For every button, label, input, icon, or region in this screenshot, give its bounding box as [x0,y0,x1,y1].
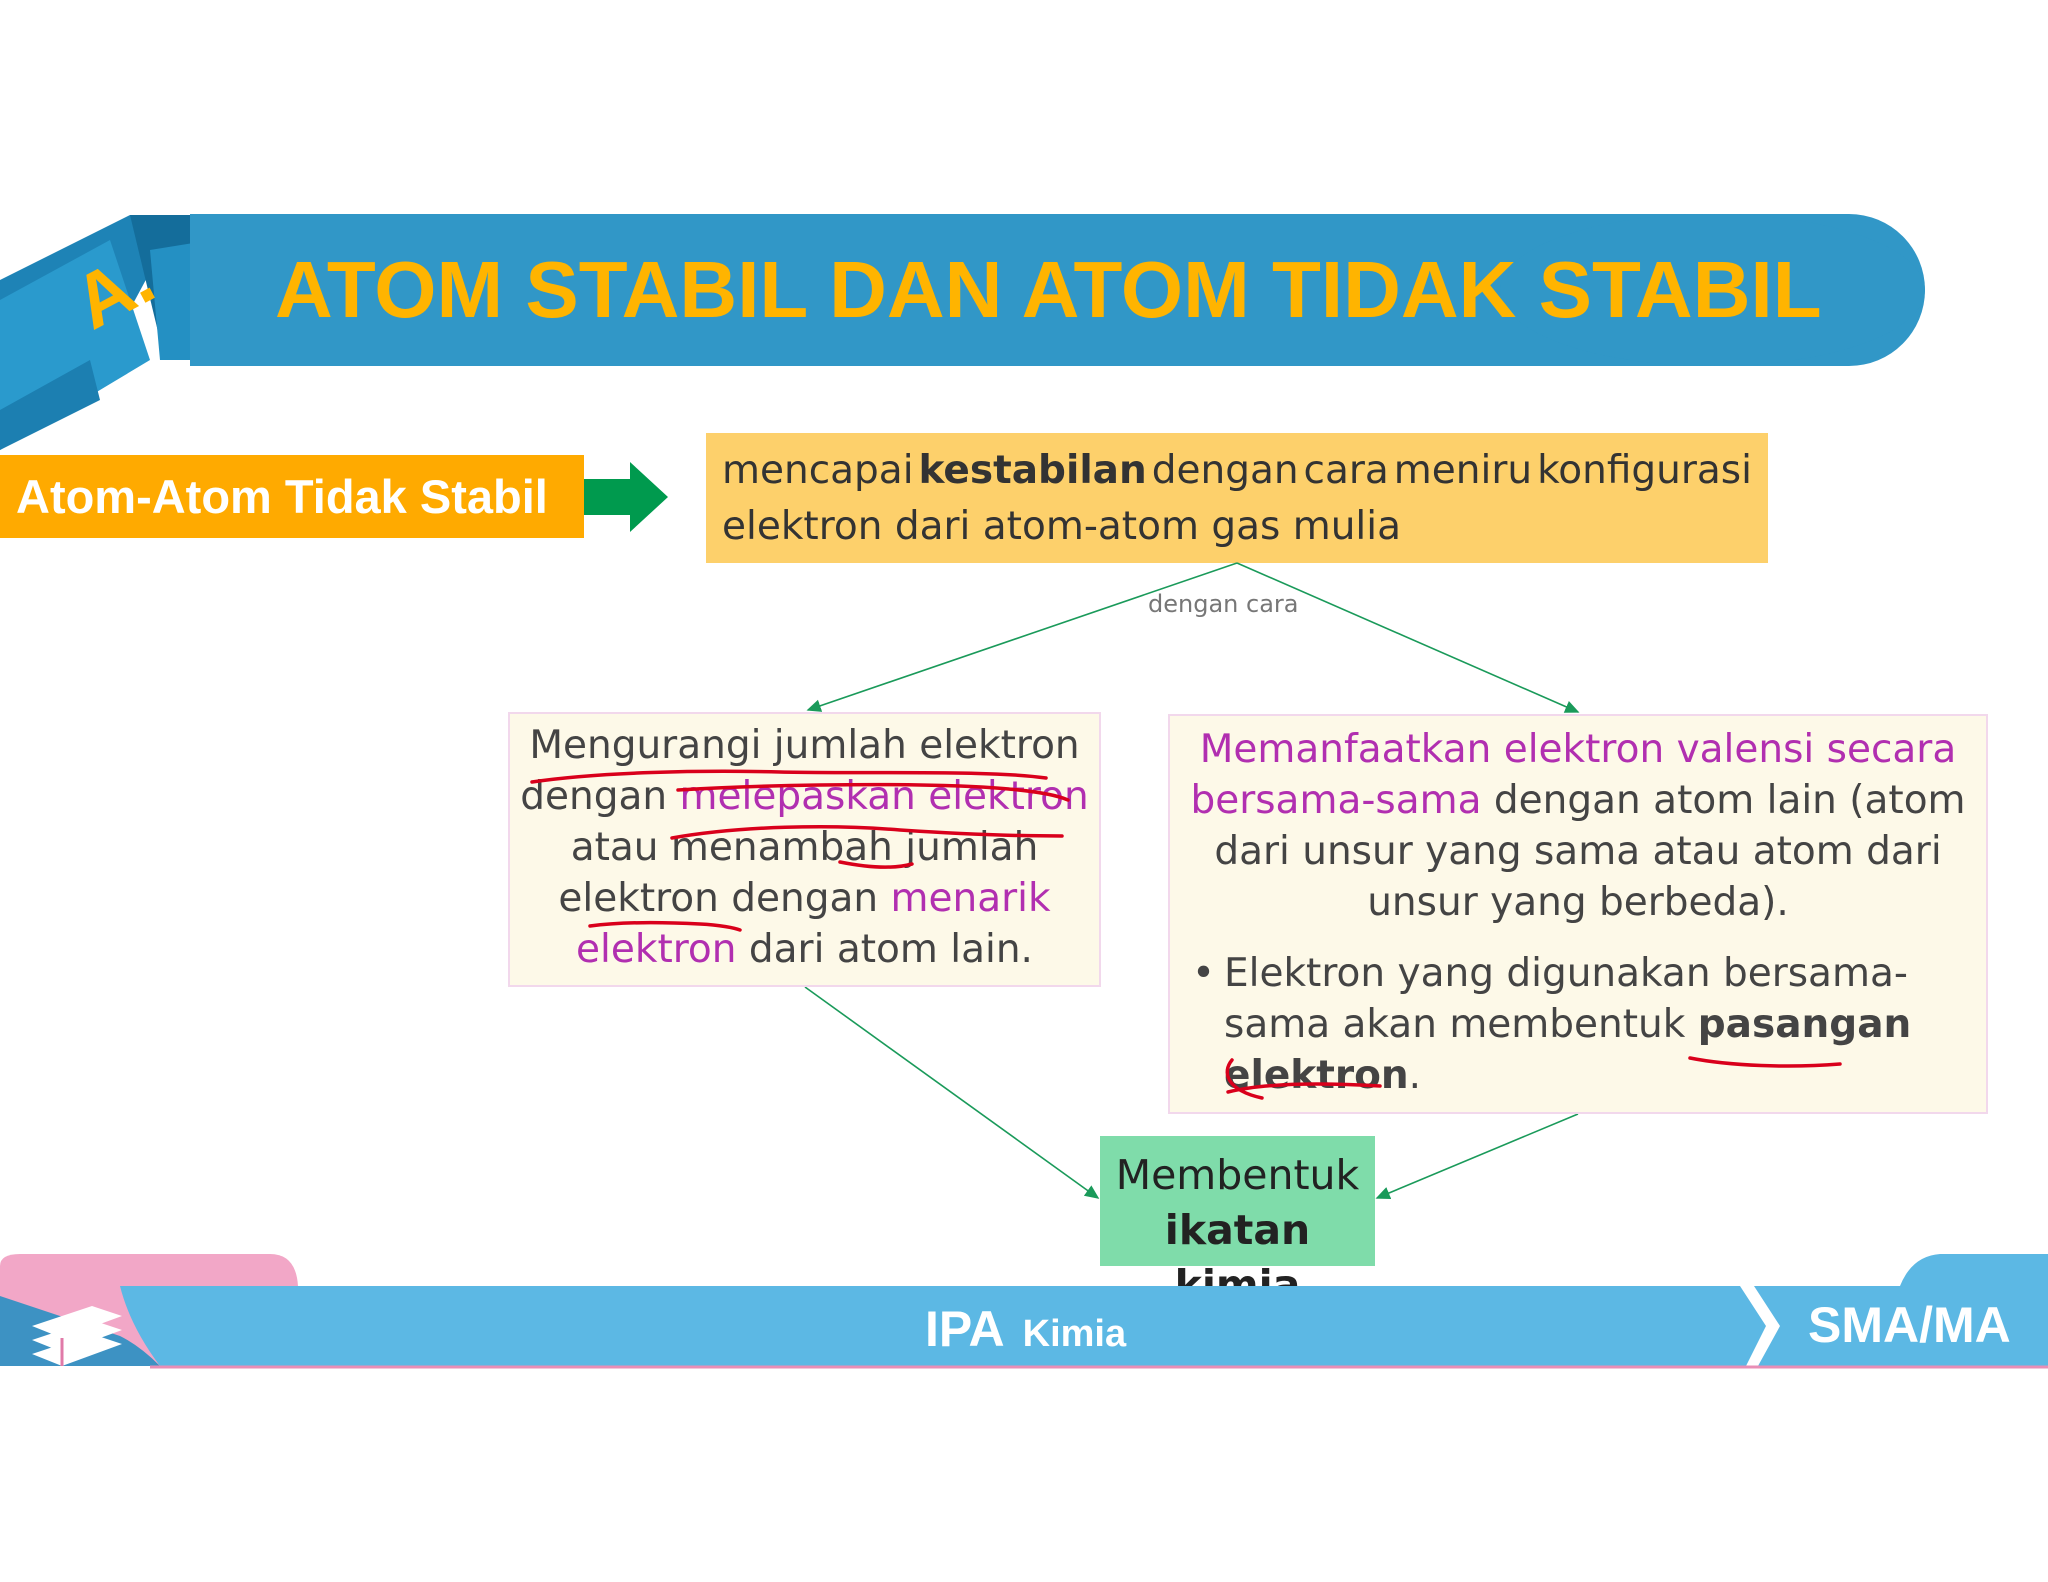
goal-line-2: elektron dari atom-atom gas mulia [722,504,1401,549]
bullet-icon: • [1192,951,1216,996]
highlight-text: melepaskan elektron [679,774,1089,819]
left-box-line: elektron dari atom lain. [576,927,1033,972]
unstable-atoms-label: Atom-Atom Tidak Stabil [0,455,584,538]
left-box-line: Mengurangi jumlah elektron [529,723,1080,768]
goal-word: cara [1303,448,1389,493]
connector-label: dengan cara [1148,590,1299,618]
share-electrons-text: Memanfaatkan elektron valensi secara bersama-sama dengan atom lain (atom dari unsur yang sama atau atom dari unsur yang berbeda). [1190,727,1966,925]
section-letter: A. [60,235,168,346]
bullet-text: Elektron yang digunakan bersama-sama akan membentuk pasangan elektron. [1224,951,1912,1098]
result-line: Membentuk [1115,1151,1360,1199]
left-box-line: dengan melepaskan elektron [520,774,1089,819]
release-gain-electrons-box [508,712,1101,987]
highlight-text: Memanfaatkan elektron valensi secara [1199,727,1957,772]
highlight-text: menarik [890,876,1051,921]
goal-word: mencapai [722,448,914,493]
highlight-text: elektron [576,927,737,972]
share-electrons-box [1168,714,1988,1114]
footer-subject-detail: Kimia [1022,1313,1127,1355]
bullet-item [1184,948,1972,1101]
page-title: ATOM STABIL DAN ATOM TIDAK STABIL [275,245,1822,334]
footer-school-level: SMA/MA [1808,1297,2011,1353]
result-keyword: ikatan kimia [1164,1206,1311,1309]
left-box-line: atau menambah jumlah [570,825,1039,870]
bullet-keyword: pasangan elektron [1224,1002,1912,1098]
goal-keyword: kestabilan [918,448,1147,493]
footer-subject: IPA Kimia [925,1301,1127,1357]
goal-word: dengan [1151,448,1299,493]
left-box-line: elektron dengan menarik [558,876,1051,921]
highlight-text: bersama-sama [1190,778,1482,823]
goal-word: konfigurasi [1537,448,1752,493]
goal-word: meniru [1393,448,1533,493]
